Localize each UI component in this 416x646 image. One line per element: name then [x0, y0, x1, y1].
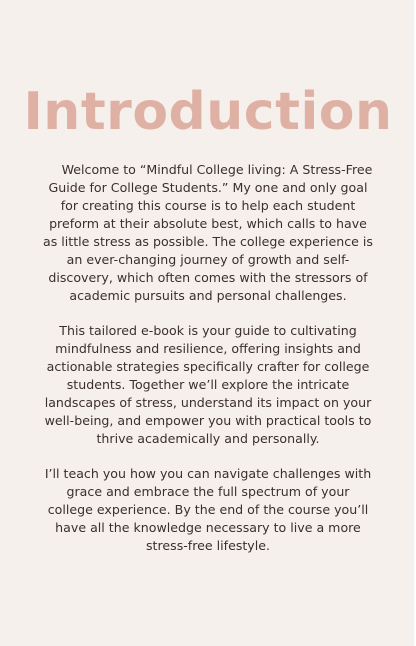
intro-paragraph-2: This tailored e-book is your guide to cultivating mindfulness and resilience, offering insights and actionable strategies specifically crafter for college students. Together we’ll explore the intricate landscapes of stress, understand its impact on your well-being, and empower you with practical tools to thrive academically and personally. — [44, 323, 372, 446]
intro-paragraph-1: Welcome to “Mindful College living: A Stress-Free Guide for College Students.” My one and only goal for creating this course is to help each student preform at their absolute best, which calls to have as little stress as possible. The college experience is an ever-changing journey of growth and self-discovery, which often comes with the stressors of academic pursuits and personal challenges. — [43, 162, 373, 303]
page-title: Introduction — [23, 82, 393, 142]
intro-paragraph-3: I’ll teach you how you can navigate challenges with grace and embrace the full spectrum of your college experience. By the end of the course you’ll have all the knowledge necessary to live a more stress-free lifestyle. — [44, 466, 372, 553]
intro-body — [42, 161, 374, 555]
